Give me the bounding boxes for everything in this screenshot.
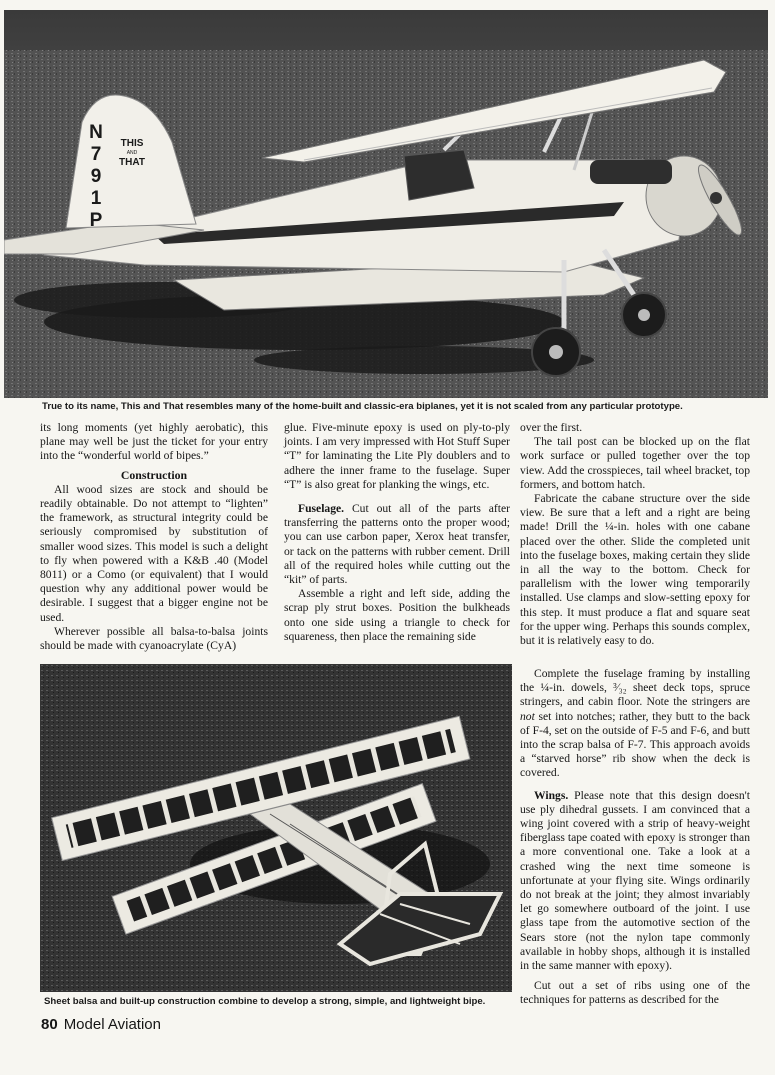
text-column-3: [520, 421, 750, 648]
body-text: Cut out all of the parts after transferring the patterns onto the proper wood; you can use carbon paper, Xerox heat transfer, or tack on the patterns with rubber cement. Drill all of the required holes while cutting out the “kit” of parts.: [284, 502, 510, 587]
body-paragraph: The tail post can be blocked up on the flat work surface or pulled together over the top view. Add the crosspieces, tail wheel bracket, top formers, and bottom hatch.: [520, 435, 750, 491]
text-column-3-continued: [520, 667, 750, 1008]
tail-registration-char: 9: [90, 166, 102, 187]
body-paragraph: Fabricate the cabane structure over the side view. Be sure that a left and a right are being made! Drill the ¼-in. holes with one cabane placed over the other. Slide the completed unit into the fuselage boxes, making certain they slide in all the way to the bottom. Check for parallelism with the lower wing temporarily installed. Use clamps and slow-setting epoxy for this step. It must produce a flat and square seat for the upper wing. Perhaps this sounds complex, but it is relatively easy to do.: [520, 492, 750, 648]
body-paragraph: its long moments (yet highly aerobatic), this plane may well be just the ticket for your entry into the “wonderful world of bipes.”: [40, 421, 268, 463]
body-paragraph: Wherever possible all balsa-to-balsa joints should be made with cyanoacrylate (CyA): [40, 624, 268, 653]
runin-heading-wings: Wings.: [534, 788, 569, 802]
text-column-2: [284, 421, 510, 644]
photo-caption-bottom: Sheet balsa and built-up construction combine to develop a strong, simple, and lightweight bipe.: [44, 996, 486, 1007]
tail-name-line: AND: [126, 150, 138, 156]
tail-name-line: THAT: [119, 157, 145, 168]
tail-registration-char: 7: [90, 144, 102, 165]
section-heading-construction: Construction: [120, 467, 188, 482]
page-footer: [41, 1016, 161, 1033]
tail-name-line: THIS: [120, 138, 144, 149]
biplane-photo: [4, 10, 768, 398]
body-paragraph: Cut out a set of ribs using one of the techniques for patterns as described for the: [520, 979, 750, 1007]
page-number: 80: [41, 1016, 58, 1033]
body-paragraph-fuselage: [284, 502, 510, 587]
body-paragraph-wings: [520, 789, 750, 974]
tail-registration-char: P: [89, 210, 103, 231]
body-text: set into notches; rather, they butt to the back of F-4, set on the outside of F-5 and F-6, and butt into the scrap balsa of F-7. This approach avoids a “starved horse” rib show when the deck is covered.: [520, 709, 750, 780]
emphasis-not: not: [520, 709, 535, 723]
framework-photo: [40, 664, 512, 992]
body-text: Complete the fuselage framing by installing the ¼-in. dowels, ³⁄₃₂ sheet deck tops, spruce stringers, and cabin floor. Note the stringers are: [520, 667, 750, 709]
tail-registration-char: N: [89, 122, 103, 143]
tail-registration-char: 1: [90, 188, 102, 209]
body-paragraph: Assemble a right and left side, adding the scrap ply strut boxes. Position the bulkheads onto one side using a triangle to check for squareness, then place the remaining side: [284, 587, 510, 643]
body-paragraph: All wood sizes are stock and should be readily obtainable. Do not attempt to “lighten” the framework, as structural integrity could be seriously compromised by substitution of smaller wood sizes. This model is such a delight to fly when powered with a K&B .40 (Model 8011) or a Como (or equivalent) that I would question why any additional power would be desirable. I suggest that a bigger engine not be used.: [40, 482, 268, 624]
body-paragraph: [520, 667, 750, 781]
photo-caption-top: True to its name, This and That resembles many of the home-built and classic-era biplanes, yet it is not scaled from any particular prototype.: [42, 401, 683, 412]
body-text: Please note that this design doesn't use ply dihedral gussets. I am convinced that a wing joint covered with a strip of heavy-weight fiberglass tape coated with epoxy is stronger than a more conventional one. Take a look at a crashed wing the next time someone is unfortunate at your flying site. Wings ordinarily do not break at the joint; they almost invariably let go somewhere outboard of the joint. I use glass tape from the automotive section of the Sears store (not the nylon tape commonly available in hobby shops, although it is installed in the same manner with epoxy).: [520, 788, 750, 973]
runin-heading-fuselage: Fuselage.: [298, 502, 345, 516]
body-paragraph: over the first.: [520, 421, 583, 434]
text-column-1: [40, 421, 268, 653]
magazine-name: Model Aviation: [63, 1016, 161, 1033]
body-paragraph: glue. Five-minute epoxy is used on ply-to-ply joints. I am very impressed with Hot Stuff Super “T” for laminating the Lite Ply doublers and to adhere the inner frame to the fuselage. Super “T” is also great for planking the wings, etc.: [284, 421, 510, 491]
